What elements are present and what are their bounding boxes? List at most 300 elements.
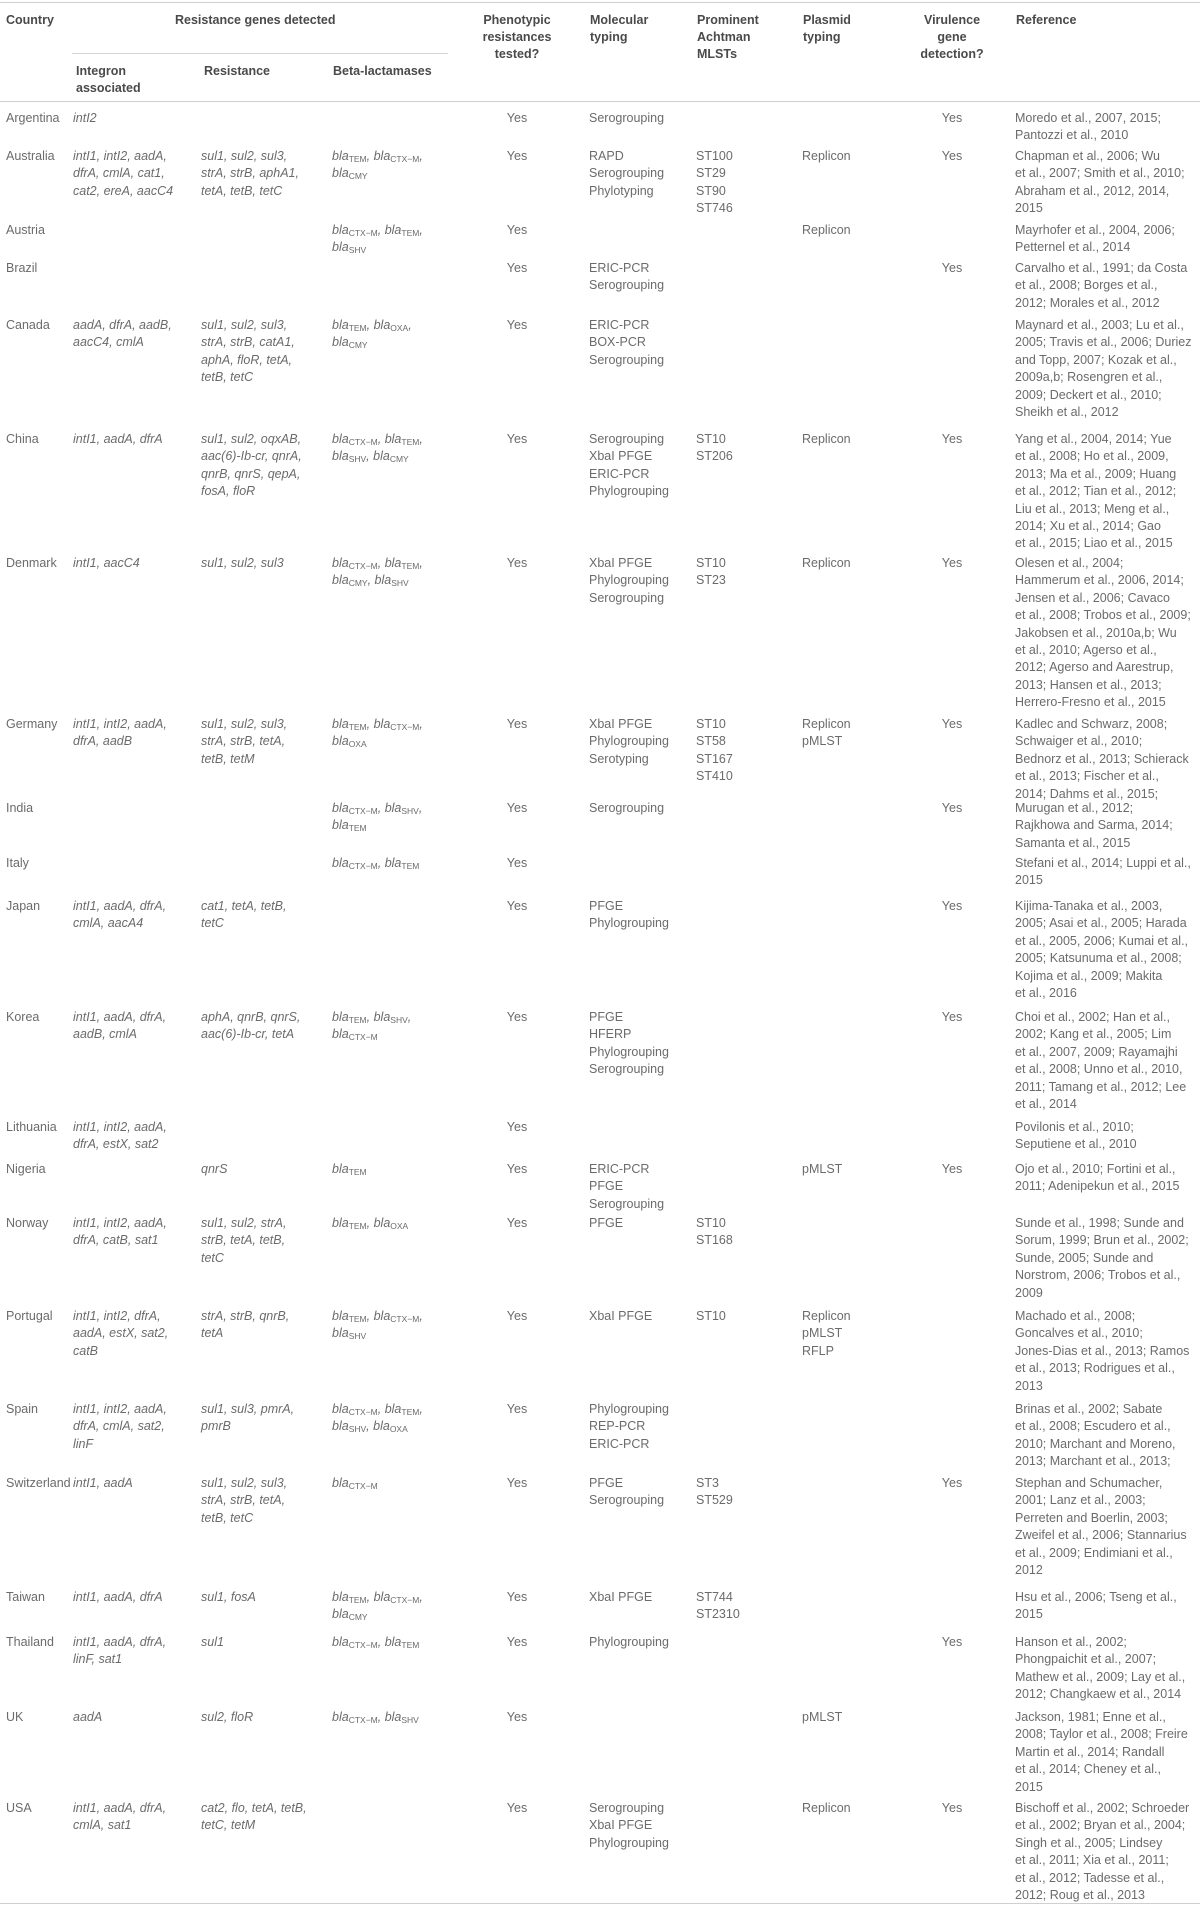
cell-line: XbaI PFGE <box>589 1818 653 1833</box>
cell-line: Replicon <box>802 1309 851 1323</box>
cell-line: Replicon <box>802 717 851 731</box>
cell-line: intI1, aadA, dfrA, <box>73 1010 167 1024</box>
beta-lactamase-cell <box>332 1589 423 1624</box>
cell-line: et al., 2008; Ho et al., 2009, <box>1015 449 1169 464</box>
cell-line: Serogrouping <box>589 432 665 446</box>
cell-line: aphA, qnrB, qnrS, <box>201 1010 301 1024</box>
cell-line: 2013; Ma et al., 2009; Huang <box>1015 466 1177 481</box>
cell-line: et al., 2007; Smith et al., 2010; <box>1015 166 1185 181</box>
gene-subscript: TEM <box>348 154 367 164</box>
molecular-typing-cell <box>589 898 669 933</box>
resistance-cell <box>201 1009 300 1044</box>
cell-line: ST90 <box>696 183 726 198</box>
separator: , <box>419 223 423 237</box>
cell-line: Phylogrouping <box>589 1044 669 1059</box>
gene-name: bla <box>373 1216 391 1230</box>
gene-name: bla <box>384 223 402 237</box>
cell-line: tetA, tetB, tetC <box>201 183 283 198</box>
cell-line: PFGE <box>589 899 624 913</box>
cell-line: RAPD <box>589 149 624 163</box>
cell-line: intI1, intI2, aadA, <box>73 1402 167 1416</box>
cell-line: pMLST <box>802 1326 843 1341</box>
cell-line: Murugan et al., 2012; <box>1015 801 1134 815</box>
cell-line: XbaI PFGE <box>589 449 653 464</box>
cell-line: PFGE <box>589 1476 624 1490</box>
integron-cell <box>73 1009 166 1044</box>
cell-line <box>332 555 423 572</box>
plasmid-typing-cell <box>802 716 851 751</box>
separator: , <box>367 573 375 588</box>
plasmid-typing-cell <box>802 1800 851 1817</box>
cell-line: Samanta et al., 2015 <box>1015 835 1131 850</box>
gene-subscript: CTX−M <box>348 1481 378 1491</box>
cell-line <box>332 1606 423 1623</box>
gene-name: bla <box>332 240 349 255</box>
table-header <box>0 0 1200 102</box>
cell-line: 2011; Tamang et al., 2012; Lee <box>1015 1079 1187 1094</box>
cell-line: Carvalho et al., 1991; da Costa <box>1015 261 1188 275</box>
cell-line: tetC, tetM <box>201 1818 256 1833</box>
gene-subscript: SHV <box>401 806 419 816</box>
cell-line: 2005; Asai et al., 2005; Harada <box>1015 916 1187 931</box>
cell-line: Kijima-Tanaka et al., 2003, <box>1015 899 1163 913</box>
cell-line: ST168 <box>696 1233 733 1248</box>
gene-name: bla <box>332 556 349 570</box>
cell-line: intI1, intI2, aadA, <box>73 1216 167 1230</box>
cell-line: ST10 <box>696 717 726 731</box>
phenotypic-cell: Yes <box>506 1635 528 1649</box>
separator: , <box>366 318 374 332</box>
gene-name: bla <box>332 1162 349 1176</box>
phenotypic-cell: Yes <box>506 1590 528 1604</box>
reference-cell <box>1015 260 1187 312</box>
cell-line: 2015 <box>1015 1607 1043 1622</box>
gene-subscript: CMY <box>389 454 409 465</box>
separator: , <box>419 1309 423 1323</box>
resistance-cell <box>201 555 284 572</box>
reference-cell <box>1015 1161 1180 1196</box>
cell-line: tetB, tetM <box>201 751 255 766</box>
reference-cell <box>1015 431 1176 553</box>
molecular-typing-cell <box>589 555 669 607</box>
gene-subscript: CTX−M <box>348 1407 378 1417</box>
cell-line: 2015 <box>1015 873 1043 888</box>
separator: , <box>366 1216 374 1230</box>
gene-name: bla <box>373 449 390 464</box>
gene-name: bla <box>332 449 349 464</box>
mlst-cell <box>696 555 726 590</box>
cell-line: et al., 2008; Escudero et al., <box>1015 1419 1171 1434</box>
gene-name: bla <box>373 1590 391 1604</box>
molecular-typing-cell <box>589 1475 664 1510</box>
cell-line: Replicon <box>802 432 851 446</box>
cell-line <box>332 1475 378 1492</box>
cell-line: intI1, aacC4 <box>73 556 140 570</box>
header-sub-rule <box>72 53 448 54</box>
mlst-cell <box>696 1308 726 1325</box>
mlst-cell <box>696 716 733 786</box>
cell-line: Phylotyping <box>589 183 654 198</box>
header-plasmid: Plasmid typing <box>803 13 851 44</box>
cell-line: Perreten and Boerlin, 2003; <box>1015 1510 1168 1525</box>
cell-line: aacC4, cmlA <box>73 335 144 350</box>
cell-line: Norstrom, 2006; Trobos et al., <box>1015 1268 1181 1283</box>
cell-line: Serogrouping <box>589 166 665 181</box>
cell-line: ST206 <box>696 449 733 464</box>
cell-line: Jensen et al., 2006; Cavaco <box>1015 590 1170 605</box>
resistance-cell <box>201 1308 289 1343</box>
gene-subscript: SHV <box>348 1424 367 1435</box>
molecular-typing-cell <box>589 1161 664 1213</box>
gene-name: bla <box>332 149 349 163</box>
cell-line: dfrA, estX, sat2 <box>73 1137 159 1152</box>
cell-line: Rajkhowa and Sarma, 2014; <box>1015 818 1173 833</box>
separator: , <box>366 1590 374 1604</box>
resistance-cell <box>201 716 287 768</box>
header-beta-lactamases: Beta-lactamases <box>333 64 432 78</box>
cell-line: Phylogrouping <box>589 916 669 931</box>
resistance-cell <box>201 1800 307 1835</box>
country-cell: UK <box>6 1710 24 1724</box>
cell-line: et al., 2014; Cheney et al., <box>1015 1762 1161 1777</box>
phenotypic-cell: Yes <box>506 1309 528 1323</box>
country-cell: Thailand <box>6 1635 54 1649</box>
cell-line: ST58 <box>696 734 726 749</box>
resistance-cell <box>201 1401 294 1436</box>
gene-subscript: SHV <box>348 1331 367 1342</box>
cell-line: et al., 2015; Liao et al., 2015 <box>1015 536 1173 551</box>
gene-subscript: SHV <box>390 1015 408 1025</box>
molecular-typing-cell <box>589 260 664 295</box>
separator: , <box>377 856 385 870</box>
gene-name: bla <box>384 1710 402 1724</box>
reference-cell <box>1015 716 1189 803</box>
separator: , <box>419 1402 423 1416</box>
gene-subscript: SHV <box>348 454 367 465</box>
cell-line: 2009a,b; Rosengren et al., <box>1015 370 1163 385</box>
virulence-cell: Yes <box>941 1162 963 1176</box>
cell-line: intI1, intI2, aadA, <box>73 717 167 731</box>
country-cell: Lithuania <box>6 1120 57 1134</box>
cell-line <box>332 572 423 589</box>
cell-line: et al., 2008; Trobos et al., 2009; <box>1015 608 1191 623</box>
reference-cell <box>1015 1308 1189 1395</box>
header-rule <box>0 101 1200 102</box>
gene-name: bla <box>332 856 349 870</box>
cell-line: 2010; Marchant and Moreno, <box>1015 1436 1176 1451</box>
cell-line: et al., 2013; Rodrigues et al., <box>1015 1361 1175 1376</box>
cell-line: Phylogrouping <box>589 1835 669 1850</box>
gene-subscript: CTX−M <box>348 228 378 238</box>
gene-subscript: CMY <box>348 340 368 351</box>
resistance-cell <box>201 431 302 501</box>
resistance-cell <box>201 1161 227 1178</box>
resistance-cell <box>201 1215 286 1267</box>
cell-line: Kadlec and Schwarz, 2008; <box>1015 717 1168 731</box>
beta-lactamase-cell <box>332 1215 408 1232</box>
cell-line: Serogrouping <box>589 1493 665 1508</box>
gene-subscript: OXA <box>348 739 367 750</box>
cell-line: Povilonis et al., 2010; <box>1015 1120 1134 1134</box>
phenotypic-cell: Yes <box>506 556 528 570</box>
cell-line: XbaI PFGE <box>589 556 653 570</box>
gene-subscript: CTX−M <box>348 561 378 571</box>
cell-line <box>332 716 423 733</box>
gene-subscript: CTX−M <box>348 806 378 816</box>
gene-name: bla <box>373 149 391 163</box>
virulence-cell: Yes <box>941 149 963 163</box>
cell-line <box>332 1026 411 1043</box>
cell-line: Liu et al., 2013; Meng et al., <box>1015 501 1170 516</box>
virulence-cell: Yes <box>941 1801 963 1815</box>
cell-line: Stefani et al., 2014; Luppi et al., <box>1015 856 1191 870</box>
cell-line: Serogrouping <box>589 801 665 815</box>
country-cell: Portugal <box>6 1309 53 1323</box>
mlst-cell <box>696 1215 733 1250</box>
integron-cell <box>73 716 167 751</box>
gene-name: bla <box>373 1309 391 1323</box>
bottom-rule <box>0 1903 1200 1904</box>
separator: , <box>418 801 423 815</box>
gene-name: bla <box>384 801 402 815</box>
cell-line: ST10 <box>696 432 726 446</box>
cell-line <box>332 1634 419 1651</box>
cell-line: et al., 2011; Xia et al., 2011; <box>1015 1853 1169 1868</box>
cell-line: 2005; Travis et al., 2006; Duriez <box>1015 335 1192 350</box>
gene-name: bla <box>332 1476 349 1490</box>
cell-line: 2014; Xu et al., 2014; Gao <box>1015 519 1161 534</box>
country-cell: Canada <box>6 318 50 332</box>
cell-line: Petternel et al., 2014 <box>1015 240 1131 255</box>
cell-line: 2005; Katsunuma et al., 2008; <box>1015 951 1182 966</box>
phenotypic-cell: Yes <box>506 856 528 870</box>
cell-line <box>332 1401 423 1418</box>
cell-line: 2002; Kang et al., 2005; Lim <box>1015 1027 1172 1042</box>
cell-line: intI1, aadA <box>73 1476 133 1490</box>
phenotypic-cell: Yes <box>506 149 528 163</box>
country-cell: Switzerland <box>6 1476 71 1490</box>
cell-line: Kojima et al., 2009; Makita <box>1015 968 1163 983</box>
gene-subscript: CTX−M <box>348 1032 378 1043</box>
cell-line: intI1, aadA, dfrA, <box>73 899 167 913</box>
gene-subscript: TEM <box>401 561 420 571</box>
header-resistance-genes: Resistance genes detected <box>175 13 336 27</box>
cell-line: Schwaiger et al., 2010; <box>1015 734 1143 749</box>
cell-line <box>332 334 412 351</box>
cell-line: pmrB <box>201 1419 231 1434</box>
integron-cell <box>73 1475 133 1492</box>
cell-line: intI1, aadA, dfrA <box>73 1590 163 1604</box>
cell-line: RFLP <box>802 1343 834 1358</box>
cell-line: ST29 <box>696 166 726 181</box>
cell-line: ERIC-PCR <box>589 1436 650 1451</box>
gene-name: bla <box>332 318 349 332</box>
phenotypic-cell: Yes <box>506 1476 528 1490</box>
cell-line: Sunde et al., 1998; Sunde and <box>1015 1216 1184 1230</box>
cell-line <box>332 448 423 465</box>
cell-line: ST410 <box>696 769 733 784</box>
reference-cell <box>1015 1634 1185 1704</box>
gene-name: bla <box>332 432 349 446</box>
cell-line: et al., 2012; Tadesse et al., <box>1015 1870 1165 1885</box>
cell-line: Serogrouping <box>589 590 665 605</box>
gene-subscript: TEM <box>348 1595 367 1605</box>
gene-subscript: CTX−M <box>348 437 378 447</box>
header-resistance: Resistance <box>204 64 271 78</box>
separator: , <box>377 801 385 815</box>
cell-line <box>332 1325 423 1342</box>
beta-lactamase-cell <box>332 555 423 590</box>
country-cell: Japan <box>6 899 41 913</box>
reference-cell <box>1015 1709 1188 1796</box>
cell-line: ST746 <box>696 201 733 216</box>
cell-line: sul1, fosA <box>201 1590 256 1604</box>
molecular-typing-cell <box>589 1009 669 1079</box>
header-virulence: Virulence gene detection? <box>920 13 984 61</box>
reference-cell <box>1015 110 1161 145</box>
integron-cell <box>73 1709 102 1726</box>
country-cell: Italy <box>6 856 29 870</box>
virulence-cell: Yes <box>941 1476 963 1490</box>
cell-line: aadA, dfrA, aadB, <box>73 318 172 332</box>
gene-name: bla <box>332 818 349 833</box>
cell-line: ERIC-PCR <box>589 466 650 481</box>
cell-line: pMLST <box>802 1162 843 1176</box>
gene-name: bla <box>332 1309 349 1323</box>
reference-cell <box>1015 1401 1176 1471</box>
cell-line <box>332 800 422 817</box>
cell-line <box>332 317 412 334</box>
cell-line: sul2, floR <box>201 1710 254 1724</box>
molecular-typing-cell <box>589 1308 652 1325</box>
resistance-cell <box>201 1475 287 1527</box>
cell-line: Bednorz et al., 2013; Schierack <box>1015 751 1189 766</box>
integron-cell <box>73 1215 167 1250</box>
cell-line: and Topp, 2007; Kozak et al., <box>1015 352 1177 367</box>
cell-line: fosA, floR <box>201 484 256 499</box>
separator: , <box>366 149 374 163</box>
virulence-cell: Yes <box>941 111 963 125</box>
cell-line <box>332 165 423 182</box>
gene-name: bla <box>373 1419 390 1434</box>
gene-name: bla <box>384 856 402 870</box>
cell-line: Ojo et al., 2010; Fortini et al., <box>1015 1162 1176 1176</box>
cell-line: dfrA, catB, sat1 <box>73 1233 159 1248</box>
country-cell: Norway <box>6 1216 49 1230</box>
cell-line: intI2 <box>73 111 97 125</box>
header-molecular: Molecular typing <box>590 13 649 44</box>
country-cell: Korea <box>6 1010 40 1024</box>
cell-line: Abraham et al., 2012, 2014, <box>1015 183 1170 198</box>
separator: , <box>419 717 423 731</box>
reference-cell <box>1015 148 1185 218</box>
cell-line: tetC <box>201 1250 224 1265</box>
cell-line: 2013 <box>1015 1378 1043 1393</box>
cell-line: 2009 <box>1015 1285 1043 1300</box>
cell-line: dfrA, cmlA, sat2, <box>73 1419 165 1434</box>
cell-line: pMLST <box>802 1710 843 1724</box>
cell-line: Replicon <box>802 1801 851 1815</box>
gene-subscript: SHV <box>391 578 409 589</box>
gene-name: bla <box>384 1635 402 1649</box>
cell-line: ST3 <box>696 1476 719 1490</box>
molecular-typing-cell <box>589 716 669 768</box>
cell-line: aadB, cmlA <box>73 1027 137 1042</box>
reference-cell <box>1015 1215 1189 1302</box>
beta-lactamase-cell <box>332 800 422 835</box>
cell-line: Moredo et al., 2007, 2015; <box>1015 111 1161 125</box>
cell-line: intI1, aadA, dfrA, <box>73 1801 167 1815</box>
cell-line: ST167 <box>696 751 733 766</box>
cell-line: qnrB, qnrS, qepA, <box>201 466 301 481</box>
beta-lactamase-cell <box>332 1401 423 1436</box>
integron-cell <box>73 1308 168 1360</box>
cell-line: et al., 2012; Tian et al., 2012; <box>1015 484 1177 499</box>
cell-line: Replicon <box>802 149 851 163</box>
cell-line: Olesen et al., 2004; <box>1015 556 1124 570</box>
beta-lactamase-cell <box>332 222 423 257</box>
beta-lactamase-cell <box>332 1009 411 1044</box>
cell-line: cat2, flo, tetA, tetB, <box>201 1801 307 1815</box>
beta-lactamase-cell <box>332 1308 423 1343</box>
phenotypic-cell: Yes <box>506 801 528 815</box>
reference-cell <box>1015 1800 1189 1904</box>
cell-line: Phylogrouping <box>589 484 669 499</box>
gene-subscript: TEM <box>348 1167 367 1177</box>
mlst-cell <box>696 148 733 218</box>
phenotypic-cell: Yes <box>506 1710 528 1724</box>
cell-line <box>332 1308 423 1325</box>
plasmid-typing-cell <box>802 1161 842 1178</box>
header-country: Country <box>6 13 54 27</box>
cell-line: sul1 <box>201 1635 224 1649</box>
gene-subscript: SHV <box>348 245 367 256</box>
cell-line: strA, strB, qnrB, <box>201 1309 290 1323</box>
gene-name: bla <box>332 717 349 731</box>
beta-lactamase-cell <box>332 317 412 352</box>
reference-cell <box>1015 222 1175 257</box>
gene-subscript: TEM <box>401 861 420 871</box>
molecular-typing-cell <box>589 1800 669 1852</box>
reference-cell <box>1015 898 1188 1002</box>
header-reference: Reference <box>1016 13 1077 27</box>
gene-subscript: CTX−M <box>390 154 420 164</box>
cell-line: et al., 2002; Bryan et al., 2004; <box>1015 1818 1186 1833</box>
cell-line: aac(6)-Ib-cr, tetA <box>201 1027 295 1042</box>
cell-line <box>332 239 423 256</box>
cell-line: 2015 <box>1015 201 1043 216</box>
cell-line: intI1, intI2, dfrA, <box>73 1309 161 1323</box>
cell-line: intI1, aadA, dfrA <box>73 432 163 446</box>
cell-line: 2012; Morales et al., 2012 <box>1015 295 1160 310</box>
gene-name: bla <box>384 432 402 446</box>
resistance-cell <box>201 317 295 387</box>
cell-line: ST23 <box>696 573 726 588</box>
cell-line: aphA, floR, tetA, <box>201 352 293 367</box>
cell-line: strA, strB, aphA1, <box>201 166 299 181</box>
integron-cell <box>73 1589 163 1606</box>
cell-line: linF, sat1 <box>73 1652 123 1667</box>
gene-subscript: TEM <box>348 323 367 333</box>
cell-line: ST100 <box>696 149 733 163</box>
beta-lactamase-cell <box>332 1634 419 1651</box>
beta-lactamase-cell <box>332 855 419 872</box>
phenotypic-cell: Yes <box>506 1402 528 1416</box>
country-cell: Australia <box>6 149 55 163</box>
integron-cell <box>73 1119 167 1154</box>
cell-line <box>332 1589 423 1606</box>
cell-line: cmlA, aacA4 <box>73 916 144 931</box>
